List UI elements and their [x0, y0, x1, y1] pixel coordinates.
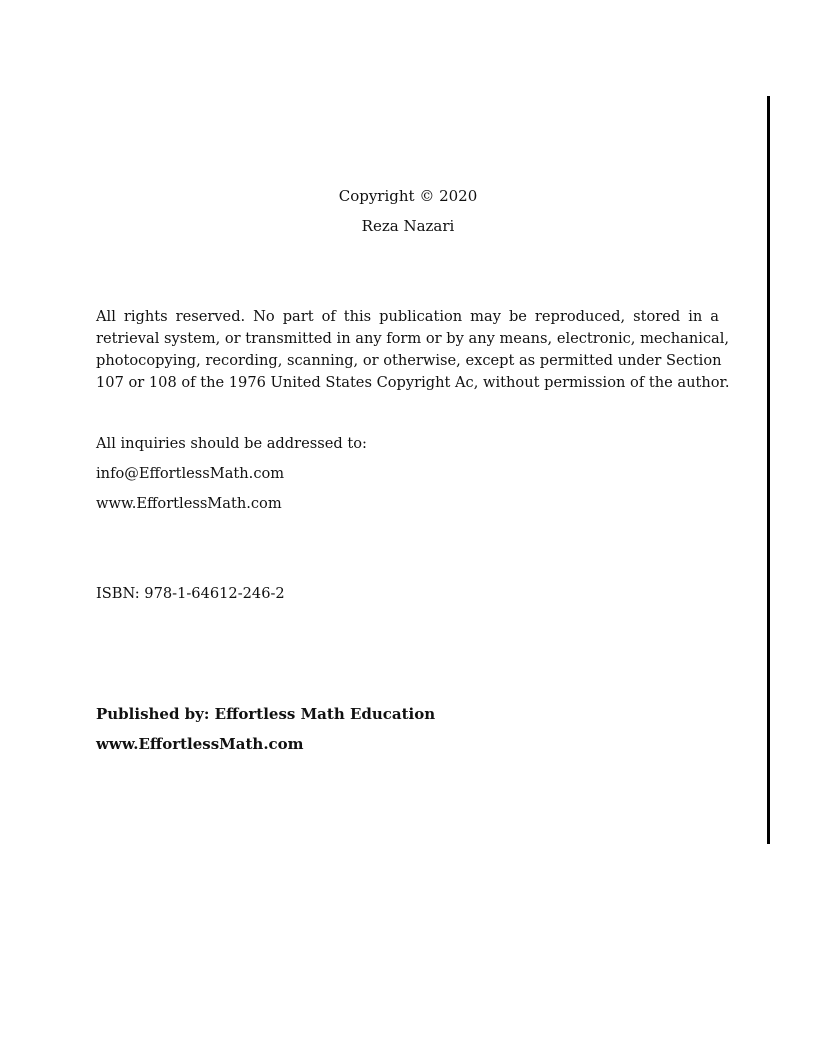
publisher-website-link[interactable]: www.EffortlessMath.com [96, 735, 304, 753]
rights-line: 107 or 108 of the 1976 United States Copyright Ac, without permission of the author. [96, 374, 730, 391]
inquiries-email-link[interactable]: info@EffortlessMath.com [96, 465, 285, 482]
rights-line: photocopying, recording, scanning, or otherwise, except as permitted under Section [96, 352, 722, 369]
publisher-label: Published by: Effortless Math Education [96, 705, 436, 723]
page-edge-rule [767, 96, 770, 844]
rights-line: All rights reserved. No part of this publication may be reproduced, stored in a [96, 308, 719, 325]
inquiries-website-link[interactable]: www.EffortlessMath.com [96, 495, 282, 512]
inquiries-label: All inquiries should be addressed to: [96, 435, 367, 452]
rights-line: retrieval system, or transmitted in any form or by any means, electronic, mechanical, [96, 330, 730, 347]
isbn-text: ISBN: 978-1-64612-246-2 [96, 585, 285, 602]
copyright-line: Copyright © 2020 [338, 187, 478, 205]
rights-paragraph [96, 306, 730, 394]
author-name: Reza Nazari [361, 217, 455, 235]
